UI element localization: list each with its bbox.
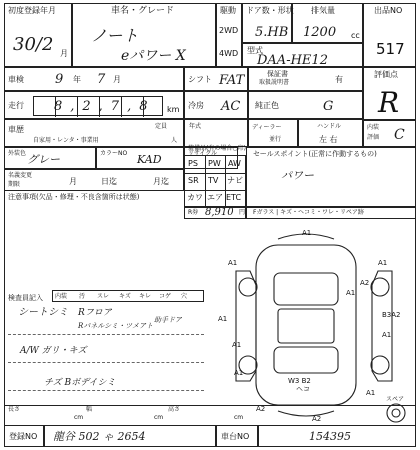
reg-value-cell <box>44 425 216 447</box>
model-year-label: 年式 <box>189 123 202 130</box>
option-scratch: キズ <box>119 293 131 300</box>
inspection-label: 車検 <box>8 75 24 84</box>
width-label: 幅 <box>86 406 93 413</box>
warranty-label-1: 保証書 <box>267 70 288 78</box>
color-cell <box>248 91 363 119</box>
width-unit: cm <box>154 414 164 421</box>
damage-left-rear: A1 <box>232 341 242 349</box>
first-reg-value: 30/2 <box>13 34 54 55</box>
reg-label: 登録NO <box>9 432 38 441</box>
rename-label-2: 期限 <box>8 181 21 188</box>
equipment-sr: SR <box>188 176 199 185</box>
mileage-digits: 8,2,7,8 <box>54 99 156 114</box>
history-label: 車歴 <box>8 125 24 134</box>
selling-label: セールスポイント(正常に作動するもの) <box>253 150 377 158</box>
inspection-year: 9 <box>55 72 64 87</box>
drive-label: 駆動 <box>220 6 236 15</box>
2wd-label: 2WD <box>219 26 239 35</box>
rear-window-outline <box>274 347 338 373</box>
car-diagram <box>216 225 412 425</box>
inspector-label: 検査員記入 <box>8 294 43 302</box>
model-cell <box>242 43 363 67</box>
damage-left-door: A1 <box>218 315 228 323</box>
inspector-note-4: 助手ドア <box>154 316 182 324</box>
shift-cell <box>184 67 248 91</box>
history-sub: 自家用・レンタ・事業用 <box>33 137 99 144</box>
damage-rear-bumper: A2 <box>312 415 322 423</box>
warranty-label-2: 取扱説明書 <box>259 79 290 86</box>
outer-color-label: 外装色 <box>8 150 27 157</box>
option-burn: コゲ <box>159 293 172 300</box>
equipment-tv: TV <box>208 176 219 185</box>
door-value: 5.HB <box>255 25 289 40</box>
ac-value: AC <box>221 99 241 114</box>
rename-day: 日迄 <box>101 177 117 186</box>
auction-sheet <box>4 3 416 447</box>
first-reg-month-unit: 月 <box>60 49 68 58</box>
inspector-note-5: A/W ガリ・キズ <box>20 346 87 356</box>
cc-label: cc <box>351 31 360 40</box>
option-scuff: スレ <box>97 293 110 300</box>
rename-month: 月 <box>69 177 77 186</box>
chassis-label-cell <box>216 425 258 447</box>
model-label: 型式 <box>247 46 263 55</box>
name-cell <box>72 3 216 67</box>
mileage-unit: km <box>167 105 180 114</box>
roof-outline <box>278 309 334 343</box>
damage-front: A1 <box>302 229 312 237</box>
rear-bumper <box>278 411 334 416</box>
seat-unit: 人 <box>171 137 178 144</box>
color-no-value: KAD <box>137 153 162 166</box>
displacement-label: 排気量 <box>311 6 335 15</box>
wheel-fr <box>371 278 389 296</box>
warranty-value: 有 <box>335 75 343 84</box>
height-label: 高さ <box>168 406 181 413</box>
damage-rear-dent: ヘコ <box>296 385 310 393</box>
selling-cell <box>246 147 416 207</box>
first-reg-cell <box>4 3 72 67</box>
selling-value: パワー <box>281 169 314 182</box>
evaluation-cell <box>363 67 416 120</box>
dealer-cell <box>248 119 298 147</box>
spare-tire-hub <box>392 409 400 417</box>
mileage-label: 走行 <box>8 101 24 110</box>
inspection-month-unit: 月 <box>113 75 121 84</box>
damage-rear-right: A1 <box>366 389 376 397</box>
outer-color-value: グレー <box>27 153 60 166</box>
height-unit: cm <box>234 414 244 421</box>
equipment-label: 装備品(有の場合○印) <box>188 145 246 152</box>
handle-cell <box>298 119 363 147</box>
equipment-ps: PS <box>188 159 198 168</box>
drive-cell <box>216 3 242 67</box>
color-no-cell <box>96 147 184 169</box>
rename-label-1: 名義変更 <box>8 172 33 179</box>
damage-right-rear-door: A1 <box>382 331 392 339</box>
name-value-1: ノート <box>91 26 139 45</box>
lot-value: 517 <box>376 40 405 58</box>
windshield-outline <box>274 273 338 305</box>
option-interior: 内装 <box>55 293 68 300</box>
r-ticket-unit: 円 <box>239 209 246 216</box>
damage-right-door: B3A2 <box>382 311 401 319</box>
equipment-etc: ETC <box>226 193 242 202</box>
inspection-year-unit: 年 <box>73 75 81 84</box>
odometer-box <box>33 96 163 116</box>
inspector-note-2: Rフロア <box>78 308 112 318</box>
history-cell <box>4 119 184 147</box>
inspection-cell <box>4 67 184 91</box>
damage-hood-right: A1 <box>346 289 356 297</box>
inspector-options <box>52 290 204 302</box>
color-label: 純正色 <box>255 101 279 110</box>
lot-label: 出品NO <box>374 6 403 15</box>
warranty-cell <box>248 67 363 91</box>
handle-label: ハンドル <box>317 123 342 130</box>
interior-label-2: 評価 <box>367 134 380 141</box>
inspection-month: 7 <box>97 72 106 87</box>
4wd-label: 4WD <box>219 49 239 58</box>
r-ticket-label: R券 <box>188 209 199 216</box>
glass-label: Fガラス | キズ・ヘコミ・ワレ・リペア跡 <box>253 209 364 216</box>
inspector-note-6: チズ Bボデイシミ <box>44 378 116 388</box>
r-ticket-value: 8,910 <box>205 207 234 218</box>
color-no-label: カラーNO <box>100 150 128 157</box>
damage-rl: A1 <box>234 369 244 377</box>
equipment-grid <box>184 155 246 207</box>
rename-value: 月迄 <box>153 177 169 186</box>
damage-right-fender: A2 <box>360 279 370 287</box>
displacement-value: 1200 <box>303 25 337 40</box>
damage-fr: A1 <box>378 259 388 267</box>
evaluation-label: 評価点 <box>374 70 398 79</box>
reg-value: 龍谷 502 ゃ 2654 <box>53 430 146 443</box>
lot-cell <box>363 3 416 67</box>
first-reg-label: 初度登録年月 <box>8 6 56 15</box>
name-value-2: eパワー X <box>121 48 186 64</box>
door-label: ドア数・形状 <box>246 6 294 15</box>
inspector-note-1: シートシミ <box>18 307 68 318</box>
damage-fl: A1 <box>228 259 238 267</box>
recycle-label: リサイクル <box>188 150 218 157</box>
chassis-value-cell <box>258 425 416 447</box>
length-unit: cm <box>74 414 84 421</box>
handle-value: 左 右 <box>319 135 338 144</box>
model-value: DAA-HE12 <box>257 53 328 68</box>
interior-value: C <box>394 127 405 143</box>
wheel-fl <box>239 278 257 296</box>
option-dirt: 汚 <box>79 293 86 300</box>
option-tear: キレ <box>139 293 151 300</box>
length-label: 長さ <box>8 406 21 413</box>
displacement-cell <box>292 3 363 43</box>
chassis-label: 車台NO <box>221 432 250 441</box>
seat-label: 定員 <box>155 123 168 130</box>
glass-cell <box>246 207 416 219</box>
equipment-navi: ナビ <box>227 176 243 185</box>
inspector-note-3: Rパネルシミ・ツメアト <box>78 322 153 330</box>
equipment-leather: カワ <box>187 193 203 202</box>
spare-label: スペア <box>386 396 405 403</box>
interior-label-1: 内装 <box>367 124 380 131</box>
interior-cell <box>363 120 416 147</box>
shift-value: FAT <box>219 73 245 88</box>
shift-label: シフト <box>188 75 212 84</box>
outer-color-cell <box>4 147 96 169</box>
equipment-pw: PW <box>208 159 221 168</box>
evaluation-value: R <box>378 86 400 119</box>
equipment-airbag: エア <box>207 193 223 202</box>
spare-tire <box>387 404 405 422</box>
color-value: G <box>323 99 334 114</box>
wheel-rr <box>371 356 389 374</box>
damage-rear-left: A2 <box>256 405 266 413</box>
rename-cell <box>4 169 184 191</box>
dealer-sub: 並行 <box>269 136 282 143</box>
r-ticket-cell <box>184 207 246 219</box>
dealer-label: ディーラー <box>252 124 282 131</box>
ac-label: 冷房 <box>188 101 204 110</box>
ac-cell <box>184 91 248 119</box>
damage-rear-panel: W3 B2 <box>288 377 311 385</box>
reg-label-cell <box>4 425 44 447</box>
door-cell <box>242 3 292 43</box>
name-label: 車名・グレード <box>111 6 175 16</box>
mileage-cell <box>4 91 184 119</box>
option-hole: 穴 <box>181 293 188 300</box>
notes-label: 注意事項(欠品・修理・不良含箇所は状態) <box>8 193 140 201</box>
equipment-aw: AW <box>228 159 241 168</box>
chassis-value: 154395 <box>309 430 351 443</box>
